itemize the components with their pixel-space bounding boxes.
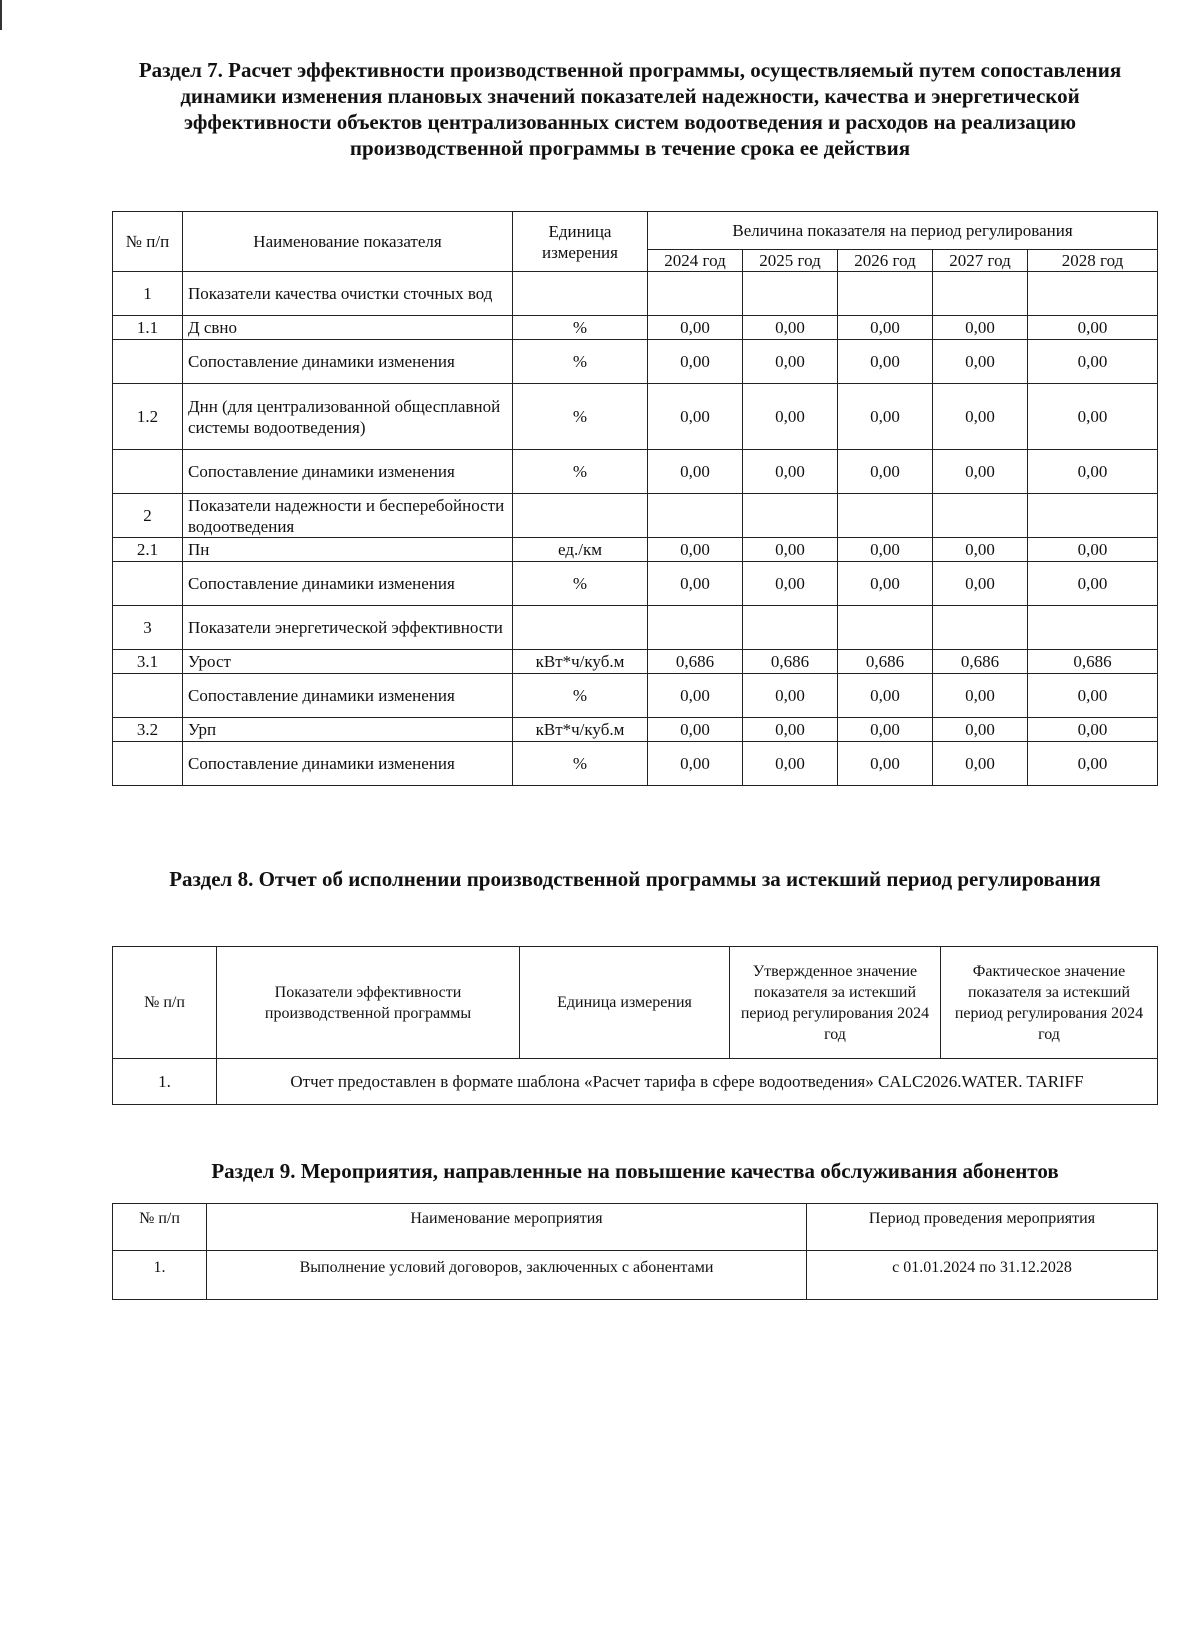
table-row bbox=[113, 674, 1158, 718]
indicator-value: 0,00 bbox=[933, 742, 1028, 786]
header-unit: Единица измерения bbox=[520, 947, 730, 1059]
indicator-value: 0,00 bbox=[838, 742, 933, 786]
row-num bbox=[113, 742, 183, 786]
measure-name: Выполнение условий договоров, заключенных с абонентами bbox=[207, 1251, 807, 1300]
indicator-name: Сопоставление динамики изменения bbox=[183, 340, 513, 384]
indicator-name: Урост bbox=[183, 650, 513, 674]
table-row bbox=[113, 340, 1158, 384]
indicator-unit: % bbox=[513, 450, 648, 494]
indicator-value bbox=[1028, 494, 1158, 538]
indicator-value: 0,00 bbox=[648, 384, 743, 450]
indicator-value: 0,00 bbox=[743, 384, 838, 450]
section-7-title: Раздел 7. Расчет эффективности производственной программы, осуществляемый путем сопоставления динамики изменения плановых значений показателей надежности, качества и энергетической эффективности объектов централизованных систем водоотведения и расходов на реализацию производственной программы в течение срока ее действия bbox=[138, 58, 1122, 160]
row-num: 1.1 bbox=[113, 316, 183, 340]
indicator-value: 0,686 bbox=[648, 650, 743, 674]
header-indicators: Показатели эффективности производственной программы bbox=[217, 947, 520, 1059]
indicator-value bbox=[838, 494, 933, 538]
indicator-unit: % bbox=[513, 562, 648, 606]
indicator-unit: % bbox=[513, 742, 648, 786]
indicator-unit: % bbox=[513, 316, 648, 340]
indicator-value: 0,00 bbox=[933, 562, 1028, 606]
indicator-value bbox=[648, 606, 743, 650]
indicator-value bbox=[648, 494, 743, 538]
indicator-value: 0,00 bbox=[838, 674, 933, 718]
header-actual-value: Фактическое значение показателя за истекший период регулирования 2024 год bbox=[941, 947, 1158, 1059]
indicator-value: 0,00 bbox=[1028, 742, 1158, 786]
indicator-value: 0,00 bbox=[743, 538, 838, 562]
indicator-value bbox=[838, 272, 933, 316]
row-num: 2 bbox=[113, 494, 183, 538]
indicator-value: 0,00 bbox=[743, 316, 838, 340]
header-num: № п/п bbox=[113, 947, 217, 1059]
indicator-value: 0,00 bbox=[1028, 384, 1158, 450]
indicator-unit: ед./км bbox=[513, 538, 648, 562]
indicator-value: 0,00 bbox=[838, 450, 933, 494]
table-row bbox=[113, 742, 1158, 786]
indicator-value: 0,00 bbox=[648, 316, 743, 340]
indicator-value: 0,00 bbox=[933, 718, 1028, 742]
indicator-value: 0,00 bbox=[743, 742, 838, 786]
indicator-name: Сопоставление динамики изменения bbox=[183, 562, 513, 606]
indicator-value: 0,00 bbox=[933, 674, 1028, 718]
indicator-value: 0,00 bbox=[743, 450, 838, 494]
row-num: 3.1 bbox=[113, 650, 183, 674]
row-num: 1 bbox=[113, 272, 183, 316]
header-num: № п/п bbox=[113, 1204, 207, 1251]
indicator-value bbox=[743, 606, 838, 650]
indicator-value: 0,686 bbox=[1028, 650, 1158, 674]
indicator-value bbox=[648, 272, 743, 316]
header-year: 2024 год bbox=[648, 250, 743, 272]
indicator-value: 0,00 bbox=[743, 718, 838, 742]
indicator-name: Сопоставление динамики изменения bbox=[183, 742, 513, 786]
indicator-value bbox=[743, 494, 838, 538]
table-row bbox=[113, 718, 1158, 742]
indicator-unit: % bbox=[513, 340, 648, 384]
row-num: 3.2 bbox=[113, 718, 183, 742]
indicator-unit bbox=[513, 606, 648, 650]
measures-table bbox=[112, 1203, 1158, 1300]
indicator-value bbox=[933, 606, 1028, 650]
indicator-value bbox=[933, 272, 1028, 316]
indicator-value: 0,00 bbox=[1028, 718, 1158, 742]
indicator-value: 0,686 bbox=[743, 650, 838, 674]
indicator-name: Сопоставление динамики изменения bbox=[183, 450, 513, 494]
header-regulation-period: Величина показателя на период регулирования bbox=[648, 212, 1158, 250]
indicator-value: 0,00 bbox=[838, 384, 933, 450]
row-num bbox=[113, 340, 183, 384]
indicator-name: Показатели качества очистки сточных вод bbox=[183, 272, 513, 316]
indicator-value: 0,00 bbox=[838, 562, 933, 606]
indicator-value: 0,686 bbox=[933, 650, 1028, 674]
efficiency-calculation-table bbox=[112, 211, 1158, 786]
indicator-unit bbox=[513, 272, 648, 316]
table-row bbox=[113, 450, 1158, 494]
table-row bbox=[113, 562, 1158, 606]
indicator-value: 0,00 bbox=[648, 674, 743, 718]
indicator-name: Д свно bbox=[183, 316, 513, 340]
indicator-value: 0,00 bbox=[1028, 450, 1158, 494]
indicator-value: 0,00 bbox=[648, 562, 743, 606]
indicator-value: 0,00 bbox=[933, 316, 1028, 340]
table-row bbox=[113, 538, 1158, 562]
indicator-name: Днн (для централизованной общесплавной системы водоотведения) bbox=[183, 384, 513, 450]
header-indicator-name: Наименование показателя bbox=[183, 212, 513, 272]
header-unit: Единица измерения bbox=[513, 212, 648, 272]
row-num: 3 bbox=[113, 606, 183, 650]
header-year: 2025 год bbox=[743, 250, 838, 272]
indicator-value: 0,00 bbox=[648, 340, 743, 384]
indicator-value bbox=[1028, 272, 1158, 316]
scan-edge-mark bbox=[0, 0, 2, 30]
indicator-value bbox=[743, 272, 838, 316]
indicator-unit: % bbox=[513, 674, 648, 718]
indicator-name: Пн bbox=[183, 538, 513, 562]
indicator-unit: кВт*ч/куб.м bbox=[513, 650, 648, 674]
indicator-value: 0,00 bbox=[648, 450, 743, 494]
measure-period: с 01.01.2024 по 31.12.2028 bbox=[807, 1251, 1158, 1300]
indicator-value: 0,00 bbox=[743, 674, 838, 718]
header-approved-value: Утвержденное значение показателя за истекший период регулирования 2024 год bbox=[730, 947, 941, 1059]
report-note: Отчет предоставлен в формате шаблона «Расчет тарифа в сфере водоотведения» CALC2026.WATER. TARIFF bbox=[217, 1059, 1158, 1105]
row-num: 1.2 bbox=[113, 384, 183, 450]
indicator-value: 0,00 bbox=[933, 450, 1028, 494]
header-measure-name: Наименование мероприятия bbox=[207, 1204, 807, 1251]
indicator-value: 0,00 bbox=[933, 384, 1028, 450]
indicator-unit bbox=[513, 494, 648, 538]
indicator-value: 0,00 bbox=[933, 538, 1028, 562]
row-num: 2.1 bbox=[113, 538, 183, 562]
table-row bbox=[113, 272, 1158, 316]
indicator-name: Показатели надежности и бесперебойности водоотведения bbox=[183, 494, 513, 538]
indicator-value: 0,00 bbox=[743, 340, 838, 384]
indicator-value: 0,00 bbox=[1028, 316, 1158, 340]
table-row bbox=[113, 650, 1158, 674]
indicator-value: 0,00 bbox=[743, 562, 838, 606]
indicator-value: 0,00 bbox=[838, 718, 933, 742]
indicator-value bbox=[933, 494, 1028, 538]
indicator-value: 0,686 bbox=[838, 650, 933, 674]
indicator-value: 0,00 bbox=[1028, 674, 1158, 718]
indicator-value: 0,00 bbox=[1028, 340, 1158, 384]
indicator-name: Сопоставление динамики изменения bbox=[183, 674, 513, 718]
section-9-title: Раздел 9. Мероприятия, направленные на повышение качества обслуживания абонентов bbox=[211, 1159, 1059, 1183]
indicator-name: Урп bbox=[183, 718, 513, 742]
indicator-value bbox=[838, 606, 933, 650]
indicator-name: Показатели энергетической эффективности bbox=[183, 606, 513, 650]
indicator-value: 0,00 bbox=[838, 340, 933, 384]
row-num bbox=[113, 450, 183, 494]
header-year: 2028 год bbox=[1028, 250, 1158, 272]
row-num bbox=[113, 562, 183, 606]
table-row bbox=[113, 494, 1158, 538]
row-num bbox=[113, 674, 183, 718]
indicator-value: 0,00 bbox=[648, 538, 743, 562]
indicator-value: 0,00 bbox=[838, 538, 933, 562]
header-measure-period: Период проведения мероприятия bbox=[807, 1204, 1158, 1251]
table-row bbox=[113, 384, 1158, 450]
indicator-value bbox=[1028, 606, 1158, 650]
indicator-value: 0,00 bbox=[648, 718, 743, 742]
indicator-value: 0,00 bbox=[1028, 562, 1158, 606]
indicator-value: 0,00 bbox=[1028, 538, 1158, 562]
indicator-value: 0,00 bbox=[648, 742, 743, 786]
program-report-table bbox=[112, 946, 1158, 1105]
indicator-value: 0,00 bbox=[933, 340, 1028, 384]
table-row bbox=[113, 606, 1158, 650]
indicator-unit: кВт*ч/куб.м bbox=[513, 718, 648, 742]
header-year: 2026 год bbox=[838, 250, 933, 272]
section-8-title: Раздел 8. Отчет об исполнении производственной программы за истекший период регулирования bbox=[169, 867, 1101, 891]
row-num: 1. bbox=[113, 1251, 207, 1300]
row-num: 1. bbox=[113, 1059, 217, 1105]
header-num: № п/п bbox=[113, 212, 183, 272]
indicator-unit: % bbox=[513, 384, 648, 450]
indicator-value: 0,00 bbox=[838, 316, 933, 340]
header-year: 2027 год bbox=[933, 250, 1028, 272]
table-row bbox=[113, 316, 1158, 340]
